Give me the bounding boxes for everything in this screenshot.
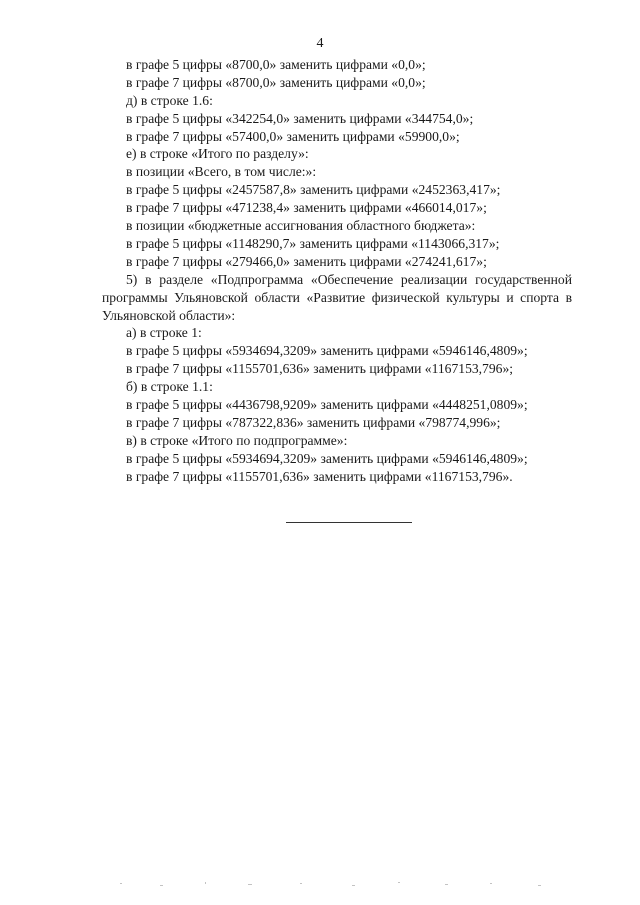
text-line: в графе 5 цифры «5934694,3209» заменить цифрами «5946146,4809»;: [126, 450, 528, 466]
text-line: в графе 7 цифры «57400,0» заменить цифрами «59900,0»;: [126, 128, 460, 144]
document-body: [102, 56, 572, 485]
scan-noise: [0, 880, 640, 888]
text-line: в) в строке «Итого по подпрограмме»:: [126, 432, 348, 448]
text-line: в графе 5 цифры «342254,0» заменить цифрами «344754,0»;: [126, 110, 474, 126]
text-line: в графе 7 цифры «471238,4» заменить цифрами «466014,017»;: [126, 200, 487, 216]
closing-separator-line: [286, 522, 412, 523]
text-line: в графе 7 цифры «1155701,636» заменить цифрами «1167153,796».: [126, 468, 513, 484]
text-line: а) в строке 1:: [126, 325, 202, 341]
text-line: е) в строке «Итого по разделу»:: [126, 146, 309, 162]
text-line: в графе 7 цифры «279466,0» заменить цифрами «274241,617»;: [126, 253, 487, 269]
text-line: в графе 5 цифры «8700,0» заменить цифрами «0,0»;: [126, 57, 426, 72]
page-number: 4: [316, 36, 324, 51]
text-line: в графе 5 цифры «4436798,9209» заменить цифрами «4448251,0809»;: [126, 396, 528, 412]
text-line: в графе 5 цифры «1148290,7» заменить цифрами «1143066,317»;: [126, 235, 500, 251]
text-line: в позиции «Всего, в том числе:»:: [126, 164, 317, 180]
text-line: д) в строке 1.6:: [126, 92, 213, 108]
text-line: в позиции «бюджетные ассигнования областного бюджета»:: [126, 218, 476, 234]
text-line: б) в строке 1.1:: [126, 379, 213, 395]
text-line: в графе 7 цифры «8700,0» заменить цифрами «0,0»;: [126, 74, 426, 90]
text-line: в графе 7 цифры «1155701,636» заменить цифрами «1167153,796»;: [126, 361, 514, 377]
text-line: в графе 5 цифры «2457587,8» заменить цифрами «2452363,417»;: [126, 182, 501, 198]
text-line: в графе 5 цифры «5934694,3209» заменить цифрами «5946146,4809»;: [126, 343, 528, 359]
text-line: в графе 7 цифры «787322,836» заменить цифрами «798774,996»;: [126, 414, 501, 430]
section-paragraph: 5) в разделе «Подпрограмма «Обеспечение реализации государственной программы Ульяновской области «Развитие физической культуры и спорта в Ульяновской области»:: [102, 271, 572, 323]
